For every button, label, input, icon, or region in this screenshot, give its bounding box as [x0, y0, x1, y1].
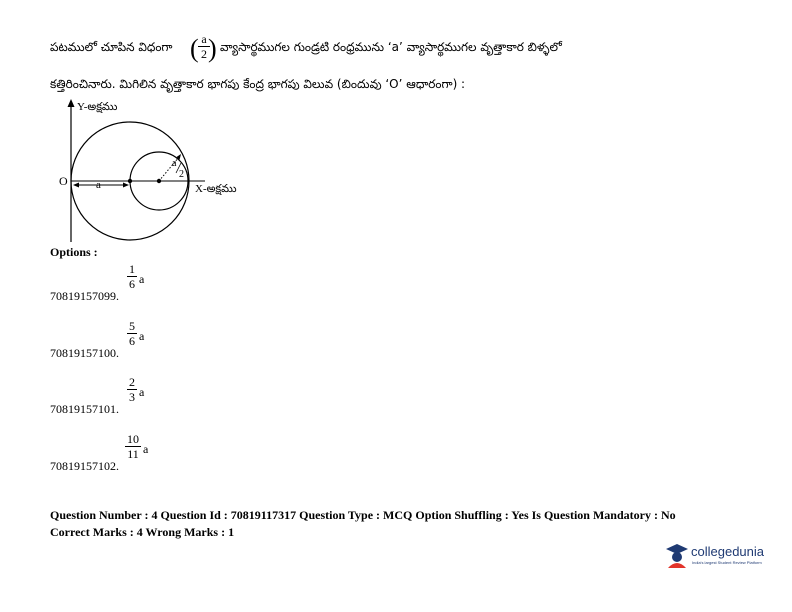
- logo-name: collegedunia: [691, 544, 765, 559]
- fraction-numerator: a: [201, 32, 207, 46]
- origin-label: O: [59, 174, 68, 188]
- graduate-icon: [665, 542, 689, 568]
- distance-label: a: [96, 179, 101, 191]
- option-variable: a: [143, 442, 149, 456]
- option-variable: a: [139, 329, 145, 343]
- fraction-denominator: 2: [201, 47, 207, 61]
- option-variable: a: [139, 385, 145, 399]
- option-id: 70819157102.: [50, 459, 119, 473]
- question-meta-line-2: Correct Marks : 4 Wrong Marks : 1: [50, 525, 235, 539]
- question-meta-line-1: Question Number : 4 Question Id : 70819117317 Question Type : MCQ Option Shuffling : Yes Is Question Mandatory : No: [50, 508, 676, 522]
- x-axis-label: X-అక్షము: [195, 183, 237, 195]
- radius-label-den: 2: [179, 169, 184, 180]
- large-circle-center: [128, 179, 132, 183]
- logo-tagline: India's largest Student Review Platform: [692, 560, 762, 565]
- question-fraction: ( a 2 ): [190, 32, 217, 63]
- question-line-1a: పటములో చూపిన విధంగా: [50, 40, 173, 54]
- option-fraction: 10 11: [127, 432, 139, 461]
- radius-label-num: a: [172, 158, 177, 169]
- question-line-2: కత్తిరించినారు. మిగిలిన వృత్తాకార భాగపు కేంద్ర భాగపు విలువ (బిందువు ‘O’ ఆధారంగా) :: [50, 77, 466, 91]
- options-label: Options :: [50, 245, 98, 259]
- y-axis-label: Y-అక్షము: [77, 101, 118, 113]
- option-fraction: 5 6: [129, 319, 135, 348]
- option-fraction: 1 6: [129, 262, 135, 291]
- option-id: 70819157099.: [50, 289, 119, 303]
- question-line-1b: వ్యాసార్థముగల గుండ్రటి రంధ్రమును ‘a’ వ్యాసార్థముగల వృత్తాకార బిళ్ళలో: [220, 40, 562, 54]
- option-id: 70819157101.: [50, 402, 119, 416]
- option-fraction: 2 3: [129, 375, 135, 404]
- collegedunia-logo: [665, 542, 775, 572]
- circle-figure: [55, 97, 255, 252]
- option-id: 70819157100.: [50, 346, 119, 360]
- option-variable: a: [139, 272, 145, 286]
- y-axis-arrowhead: [68, 99, 75, 107]
